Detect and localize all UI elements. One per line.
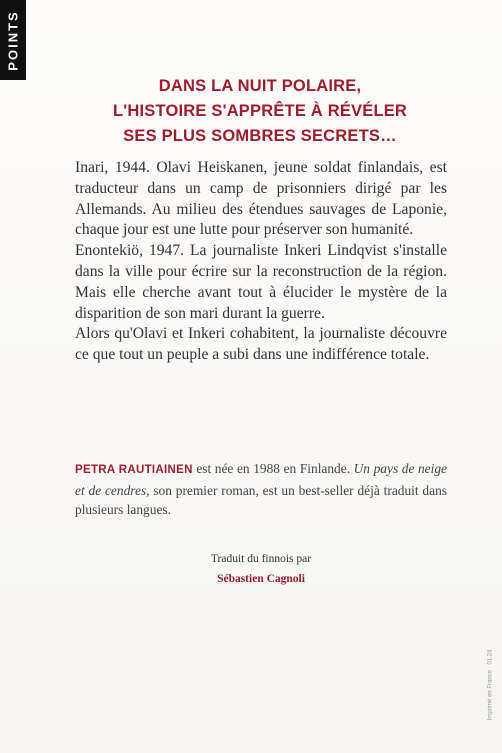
synopsis-paragraph: Enontekiö, 1947. La journaliste Inkeri Lindqvist s'installe dans la ville pour écrire sur la reconstruction de la région. Mais elle cherche avant tout à élucider le mystère de la disparition de son mari durant la guerre.	[75, 242, 447, 322]
tagline-line: L'HISTOIRE S'APPRÊTE À RÉVÉLER	[112, 102, 408, 120]
tagline-line: SES PLUS SOMBRES SECRETS…	[123, 127, 397, 145]
printer-imprint	[485, 640, 495, 730]
author-bio-text: est née en 1988 en Finlande.	[192, 461, 354, 476]
tagline	[80, 74, 440, 149]
synopsis-paragraph: Inari, 1944. Olavi Heiskanen, jeune soldat finlandais, est traducteur dans un camp de prisonniers dirigé par les Allemands. Au milieu des étendues sauvages de Laponie, chaque jour est une lutte pour préserver son humanité.	[75, 159, 447, 239]
synopsis	[75, 158, 447, 366]
translation-credit-line: Traduit du finnois par	[210, 553, 312, 565]
author-bio-text: , son premier roman, est un best-seller déjà traduit dans plusieurs langues.	[75, 482, 447, 517]
translation-credit	[75, 549, 447, 589]
author-name: PETRA RAUTIAINEN	[75, 464, 193, 476]
synopsis-paragraph: Alors qu'Olavi et Inkeri cohabitent, la journaliste découvre ce que tout un peuple a subi dans une indifférence totale.	[75, 325, 447, 364]
author-bio	[75, 459, 447, 520]
translator-name: Sébastien Cagnoli	[217, 573, 305, 585]
publisher-logo-tab	[0, 0, 26, 80]
tagline-line: DANS LA NUIT POLAIRE,	[158, 77, 362, 95]
printer-imprint-text: Imprimé en France · 01.24	[487, 649, 494, 721]
publisher-logo-text: POINTS	[5, 9, 21, 71]
book-title: Un pays de neige et de cendres	[75, 461, 447, 498]
